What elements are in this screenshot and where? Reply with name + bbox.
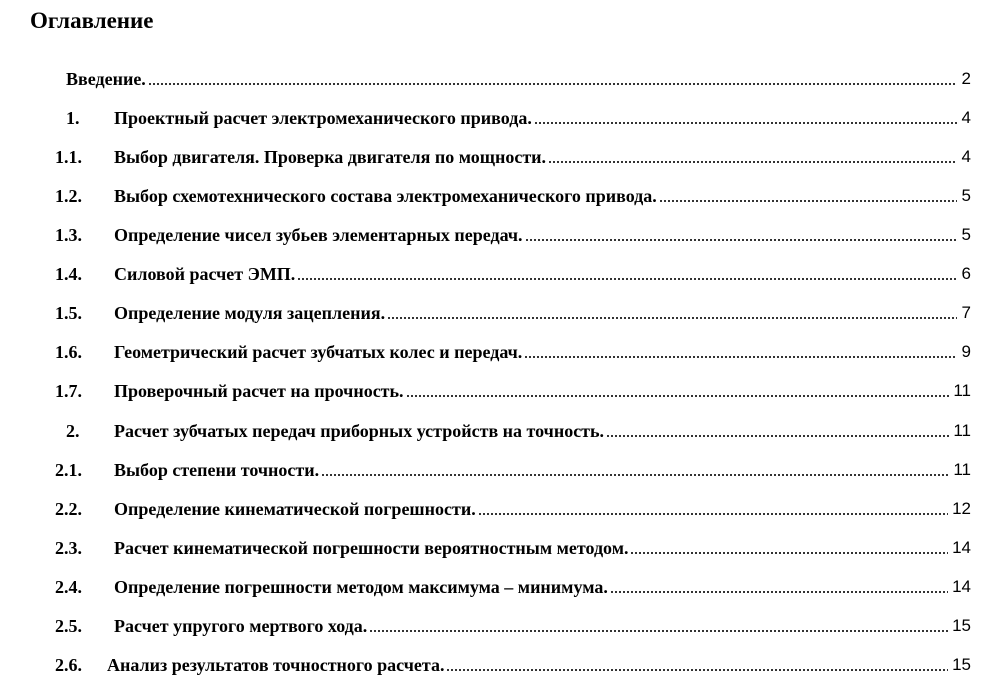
toc-page-number: 6 [961, 264, 971, 283]
toc-dot-leader [534, 107, 957, 129]
toc-page-number: 9 [961, 342, 971, 361]
toc-entry[interactable] [55, 492, 971, 520]
toc-entry-title: Анализ результатов точностного расчета. [107, 655, 445, 675]
toc-page-number: 2 [961, 69, 971, 88]
toc-entry[interactable] [55, 453, 971, 481]
toc-dot-leader [321, 459, 949, 481]
toc-entry[interactable] [55, 609, 971, 637]
toc-page-number: 14 [952, 577, 971, 596]
toc-entry-title: Расчет зубчатых передач приборных устройств на точность. [114, 421, 605, 441]
toc-entry-title: Определение модуля зацепления. [114, 303, 386, 323]
toc-entry-number: 2.3. [55, 538, 82, 558]
page-title: Оглавление [30, 8, 154, 33]
toc-dot-leader [297, 263, 957, 285]
toc-entry-title: Силовой расчет ЭМП. [114, 264, 296, 284]
toc-entry[interactable] [55, 648, 971, 676]
toc-entry[interactable] [55, 570, 971, 598]
toc-page-number: 4 [961, 147, 971, 166]
toc-entry-number: 1.2. [55, 186, 82, 206]
toc-page-number: 15 [952, 655, 971, 674]
toc-entry-title: Определение чисел зубьев элементарных передач. [114, 225, 523, 245]
toc-page-number: 4 [961, 108, 971, 127]
toc-page-number: 14 [952, 538, 971, 557]
toc-entry[interactable] [66, 414, 971, 442]
toc-dot-leader [387, 302, 957, 324]
toc-page-number: 11 [953, 381, 971, 400]
toc-dot-leader [524, 341, 957, 363]
toc-entry-number: 2.6. [55, 655, 82, 675]
toc-entry[interactable] [55, 179, 971, 207]
toc-entry-title: Определение кинематической погрешности. [114, 499, 476, 519]
toc-page-number: 5 [961, 186, 971, 205]
toc-entry-number: 2.2. [55, 499, 82, 519]
toc-entry-number: 1.7. [55, 381, 82, 401]
toc-dot-leader [148, 68, 957, 90]
toc-entry-number: 2. [66, 421, 80, 441]
toc-entry-number: 1.1. [55, 147, 82, 167]
toc-entry[interactable] [55, 374, 971, 402]
toc-dot-leader [606, 420, 949, 442]
toc-entry[interactable] [55, 218, 971, 246]
toc-entry[interactable] [66, 101, 971, 129]
toc-entry-number: 2.4. [55, 577, 82, 597]
toc-page-number: 7 [961, 303, 971, 322]
toc-dot-leader [446, 654, 948, 676]
toc-page-number: 15 [952, 616, 971, 635]
toc-page-number: 11 [953, 421, 971, 440]
toc-dot-leader [369, 615, 948, 637]
toc-entry-title: Расчет кинематической погрешности вероятностным методом. [114, 538, 629, 558]
toc-entry-number: 1.4. [55, 264, 82, 284]
toc-dot-leader [406, 380, 950, 402]
toc-dot-leader [478, 498, 948, 520]
toc-page-number: 11 [953, 460, 971, 479]
toc-entry-title: Выбор двигателя. Проверка двигателя по мощности. [114, 147, 547, 167]
toc-entry-number: 1. [66, 108, 80, 128]
toc-dot-leader [659, 185, 957, 207]
toc-entry-number: 2.1. [55, 460, 82, 480]
toc-entry[interactable] [55, 296, 971, 324]
toc-entry-number: 1.5. [55, 303, 82, 323]
toc-entry-number: 2.5. [55, 616, 82, 636]
toc-entry-title: Выбор схемотехнического состава электромеханического привода. [114, 186, 657, 206]
toc-entry-title: Проверочный расчет на прочность. [114, 381, 404, 401]
toc-entry-number: 1.6. [55, 342, 82, 362]
toc-page-number: 12 [952, 499, 971, 518]
toc-page-number: 5 [961, 225, 971, 244]
toc-entry-title: Определение погрешности методом максимума – минимума. [114, 577, 608, 597]
toc-dot-leader [610, 576, 948, 598]
toc-entry[interactable] [55, 335, 971, 363]
toc-entry-title: Проектный расчет электромеханического привода. [114, 108, 532, 128]
toc-entry[interactable] [55, 257, 971, 285]
toc-dot-leader [548, 146, 957, 168]
toc-entry[interactable] [55, 140, 971, 168]
toc-dot-leader [525, 224, 957, 246]
toc-entry-number: 1.3. [55, 225, 82, 245]
toc-entry[interactable] [55, 531, 971, 559]
toc-entry-title: Введение. [66, 69, 146, 89]
toc-entry[interactable] [66, 62, 971, 90]
toc-entry-title: Расчет упругого мертвого хода. [114, 616, 368, 636]
toc-dot-leader [630, 537, 948, 559]
toc-entry-title: Выбор степени точности. [114, 460, 320, 480]
toc-entry-title: Геометрический расчет зубчатых колес и передач. [114, 342, 523, 362]
